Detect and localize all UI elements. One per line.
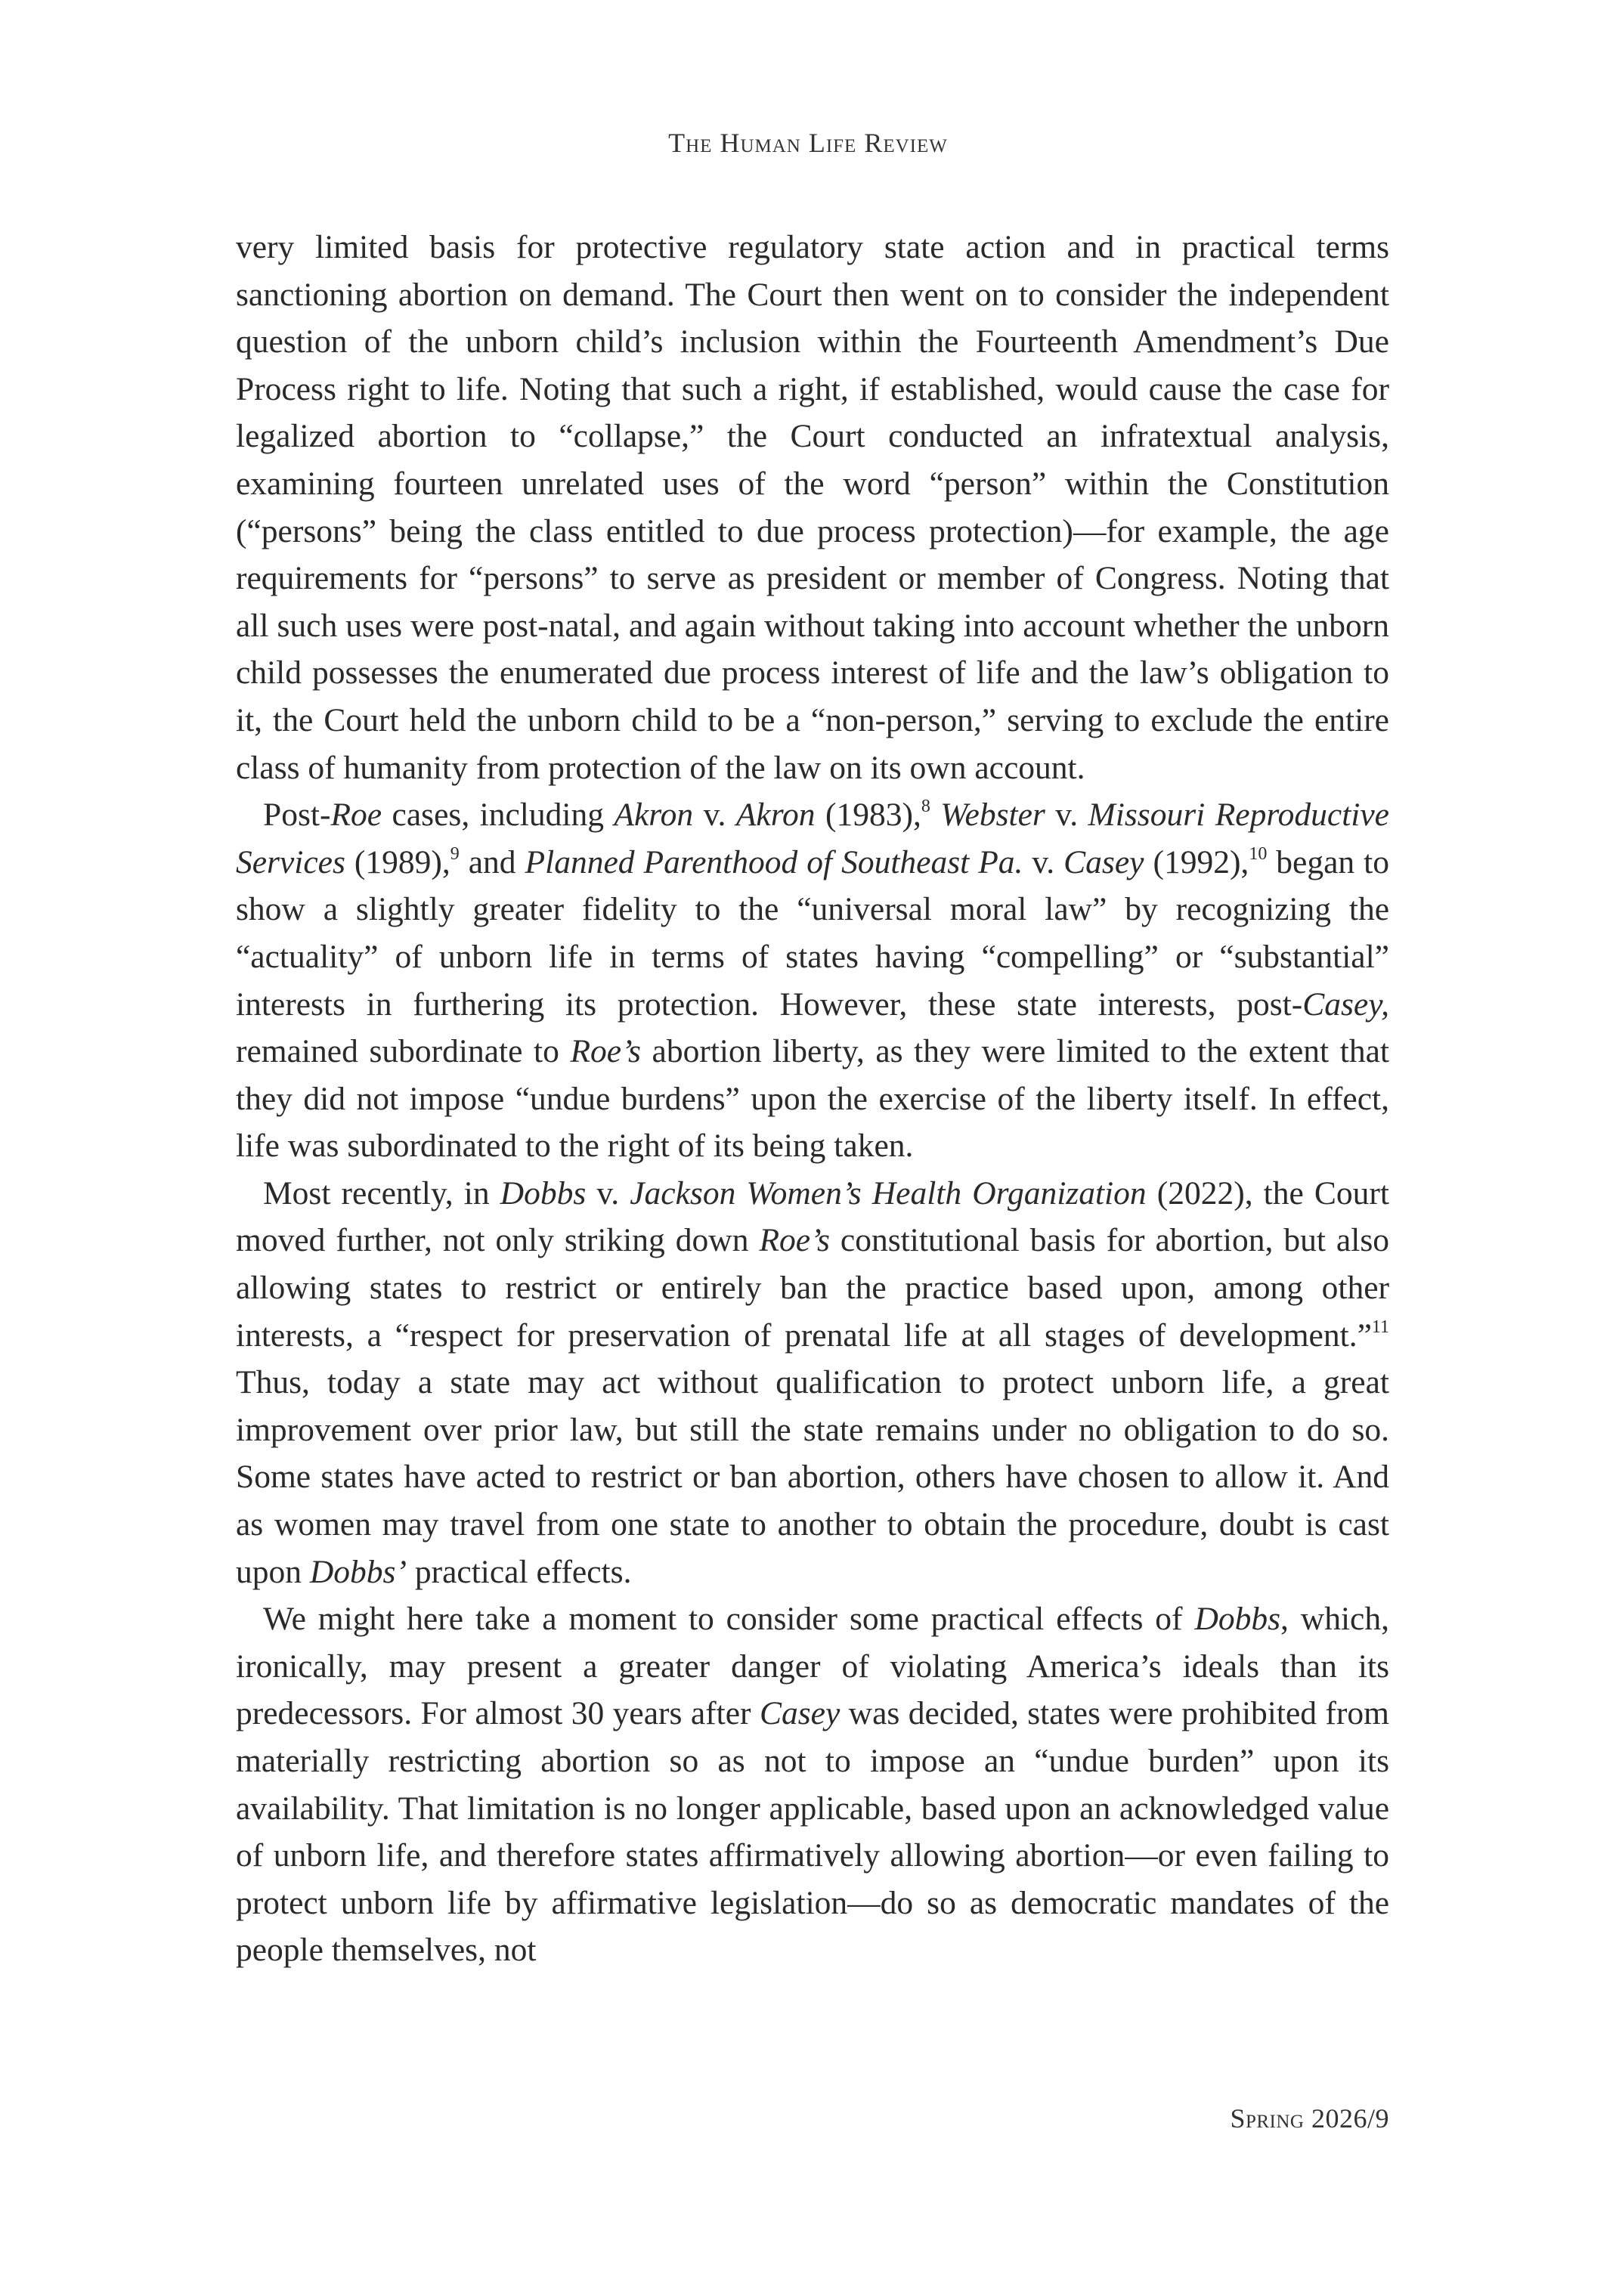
case-name-roes: Roe’s xyxy=(759,1222,830,1259)
case-name-planned-parenthood: Planned Parenthood of Southeast Pa. xyxy=(525,843,1023,880)
paragraph-1-text: very limited basis for protective regulatory state action and in practical terms sanctioning abortion on demand. The Court then went on to consider the independent question of the unborn child’s inclusion within the Fourteenth Amendment’s Due Process right to life. Noting that such a right, if established, would cause the case for legalized abortion to “collapse,” the Court conducted an infratextual analysis, examining fourteen unrelated uses of the word “person” within the Constitution (“persons” being the class entitled to due process protection)—for example, the age requirements for “persons” to serve as president or member of Congress. Noting that all such uses were post-natal, and again without taking into account whether the unborn child possesses the enumerated due process interest of life and the law’s obligation to it, the Court held the unborn child to be a “non-person,” serving to exclude the entire class of humanity from protection of the law on its own account. xyxy=(236,229,1389,786)
case-name-jackson: Jackson Women’s Health Organization xyxy=(630,1174,1147,1211)
case-name-dobbs: Dobbs xyxy=(500,1174,587,1211)
text-run: practical effects. xyxy=(406,1553,632,1590)
text-run: remained subordinate to xyxy=(236,1033,571,1070)
paragraph-2 xyxy=(236,791,1389,1170)
text-run: Most recently, in xyxy=(263,1174,500,1211)
text-run: constitutional basis for abortion, but also allowing states to restrict or entirely ban the practice based upon, among other interests, a “respect for preservation of prenatal life at all stages of development.” xyxy=(236,1222,1390,1354)
case-name-missouri: Missouri Reproductive Services xyxy=(236,797,1389,880)
text-run: v. xyxy=(586,1174,630,1211)
text-run: , which, ironically, may present a greater danger of violating America’s ideals than its predecessors. For almost 30 years after xyxy=(236,1601,1389,1732)
text-run: cases, including xyxy=(382,797,615,834)
footnote-ref-10[interactable]: 10 xyxy=(1249,843,1268,864)
case-name-casey: Casey xyxy=(759,1695,841,1732)
text-run: began to show a slightly greater fidelity to the “universal moral law” by recognizing the “actuality” of unborn life in terms of states having “compelling” or “substantial” interests in furthering its protection. However, these state interests, post- xyxy=(236,843,1389,1023)
case-name-akron: Akron xyxy=(735,797,816,834)
text-run: (1992), xyxy=(1144,843,1249,880)
text-run: (1983), xyxy=(815,797,921,834)
paragraph-3 xyxy=(236,1170,1389,1595)
case-name-roe: Roe xyxy=(330,797,382,834)
paragraph-1 xyxy=(236,224,1389,791)
page-folio: Spring 2026/9 xyxy=(1230,2103,1389,2134)
case-name-dobbs: Dobbs’ xyxy=(309,1553,407,1590)
paragraph-4 xyxy=(236,1595,1389,1974)
text-run: and xyxy=(459,843,525,880)
text-run xyxy=(930,797,940,833)
text-run: v. xyxy=(1045,797,1088,834)
text-run: We might here take a moment to consider some practical effects of xyxy=(263,1601,1195,1638)
footnote-ref-8[interactable]: 8 xyxy=(921,797,930,817)
text-run: abortion liberty, as they were limited to the extent that they did not impose “undue burdens” upon the exercise of the liberty itself. In effect, life was subordinated to the right of its being taken. xyxy=(236,1033,1389,1165)
article-body xyxy=(236,224,1389,1974)
case-name-akron: Akron xyxy=(614,797,694,834)
text-run: v. xyxy=(1023,843,1064,880)
footnote-ref-9[interactable]: 9 xyxy=(450,843,460,864)
case-name-casey: Casey xyxy=(1063,843,1144,880)
footnote-ref-11[interactable]: 11 xyxy=(1371,1317,1389,1337)
case-name-casey: Casey, xyxy=(1302,986,1389,1023)
text-run: Post- xyxy=(263,797,331,834)
case-name-webster: Webster xyxy=(940,797,1045,834)
text-run: was decided, states were prohibited from materially restricting abortion so as not to impose an “undue burden” upon its availability. That limitation is no longer applicable, based upon an acknowledged value of unborn life, and therefore states affirmatively allowing abortion—or even failing to protect unborn life by affirmative legislation—do so as democratic mandates of the people themselves, not xyxy=(236,1695,1389,1969)
case-name-dobbs: Dobbs xyxy=(1194,1601,1281,1638)
running-title: The Human Life Review xyxy=(668,128,948,158)
text-run: (1989), xyxy=(345,843,450,880)
text-run: (2022), the Court moved further, not only striking down xyxy=(236,1174,1389,1259)
text-run: Thus, today a state may act without qualification to protect unborn life, a great improvement over prior law, but still the state remains under no obligation to do so. Some states have acted to restrict or ban abortion, others have chosen to allow it. And as women may travel from one state to another to obtain the procedure, doubt is cast upon xyxy=(236,1364,1389,1590)
text-run: v. xyxy=(693,797,736,834)
case-name-roes: Roe’s xyxy=(570,1033,641,1070)
